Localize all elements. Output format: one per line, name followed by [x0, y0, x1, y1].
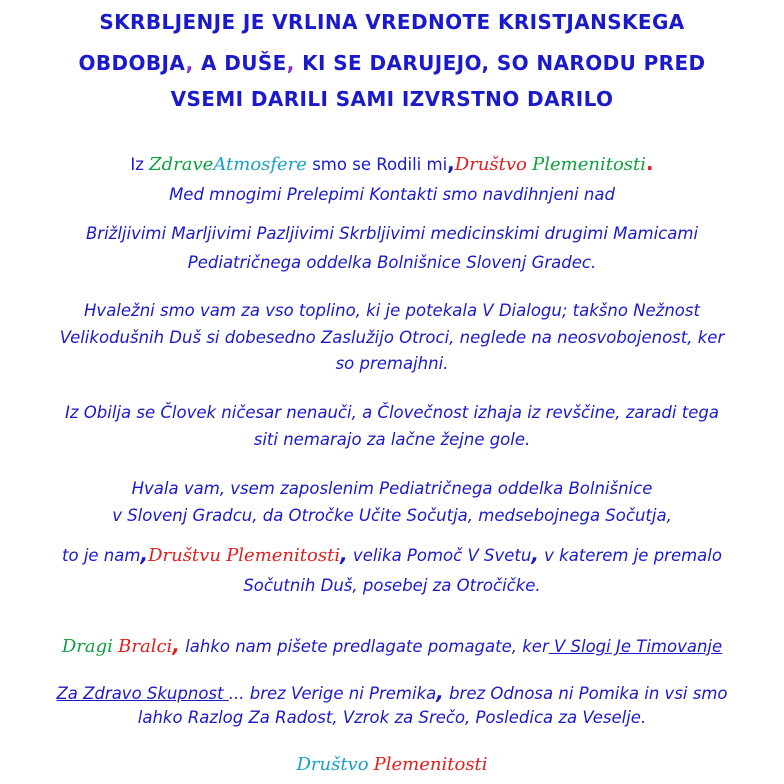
drustvu-word: Društvu — [148, 545, 221, 566]
p1-prefix: Iz — [130, 155, 150, 174]
p2-line-1: Brižljivimi Marljivimi Pazljivimi Skrbljivimi medicinskimi drugimi Mamicami — [85, 224, 699, 243]
title-text: KI SE DARUJEJO, SO NARODU PRED — [294, 51, 706, 75]
p4-line-1: Iz Obilja se Človek ničesar nenauči, a Človečnost izhaja iz revščine, zaradi tega — [65, 403, 719, 422]
p6-line-1 — [0, 633, 784, 657]
plemenitosti-word: Plemenitosti — [532, 154, 647, 175]
p1-comma: , — [447, 151, 455, 175]
drustvo-word: Društvo — [454, 154, 527, 175]
za-zdravo-skupnost-link[interactable]: Za Zdravo Skupnost — [56, 684, 229, 703]
v-slogi-je-timovanje-link[interactable]: V Slogi Je Timovanje — [548, 637, 723, 656]
p5-line-4: Sočutnih Duš, posebej za Otročičke. — [243, 576, 541, 595]
p6-text: brez Odnosa ni Pomika in vsi smo — [443, 684, 728, 703]
p1-dot: . — [646, 151, 654, 175]
p4-line-2: siti nemarajo za lačne žejne gole. — [253, 430, 531, 449]
p6-comma: , — [436, 680, 444, 704]
signature — [0, 754, 784, 775]
title-comma: , — [185, 51, 194, 75]
title-line-2 — [0, 51, 784, 75]
p5-text: velika Pomoč V Svetu — [347, 546, 532, 565]
p3-line-2: Velikodušnih Duš si dobesedno Zaslužijo Otroci, neglede na neosvobojenost, ker — [59, 328, 725, 347]
p5-text: v katerem je premalo — [538, 546, 722, 565]
p6-text: lahko nam pišete predlagate pomagate, ker — [179, 637, 549, 656]
p5-comma: , — [340, 542, 348, 566]
p2-line-2: Pediatričnega oddelka Bolnišnice Slovenj Gradec. — [187, 253, 597, 272]
title-text: OBDOBJA — [78, 51, 186, 75]
p3-line-3: so premajhni. — [335, 354, 449, 373]
p6-comma: , — [172, 633, 180, 657]
zdrave-word: Zdrave — [149, 154, 214, 175]
bralci-word: Bralci — [118, 636, 173, 657]
signature-plemenitosti: Plemenitosti — [373, 754, 488, 775]
p5-line-2: v Slovenj Gradcu, da Otročke Učite Sočutja, medsebojnega Sočutja, — [112, 506, 672, 525]
plemenitosti-word: Plemenitosti — [226, 545, 341, 566]
p6-text: ... brez Verige ni Premika — [228, 684, 437, 703]
p5-text: to je nam — [62, 546, 141, 565]
title-text: A DUŠE — [193, 51, 287, 75]
p5-line-1: Hvala vam, vsem zaposlenim Pediatričnega oddelka Bolnišnice — [131, 479, 653, 498]
atmosfere-word: Atmosfere — [213, 154, 307, 175]
p5-line-3 — [0, 542, 784, 566]
title-comma: , — [286, 51, 295, 75]
title-line-1: SKRBLJENJE JE VRLINA VREDNOTE KRISTJANSKEGA — [99, 10, 685, 34]
p3-line-1: Hvaležni smo vam za vso toplino, ki je potekala V Dialogu; takšno Nežnost — [84, 301, 700, 320]
dragi-word: Dragi — [61, 636, 113, 657]
p1-line-2: Med mnogimi Prelepimi Kontakti smo navdihnjeni nad — [169, 185, 615, 204]
p5-comma: , — [531, 542, 539, 566]
title-line-3: VSEMI DARILI SAMI IZVRSTNO DARILO — [170, 87, 614, 111]
p5-comma: , — [140, 542, 149, 566]
p1-middle: smo se Rodili mi — [306, 155, 448, 174]
signature-drustvo: Društvo — [296, 754, 369, 775]
p6-line-2 — [0, 680, 784, 704]
p1-line-1 — [0, 151, 784, 175]
p6-line-3: lahko Razlog Za Radost, Vzrok za Srečo, Posledica za Veselje. — [137, 708, 647, 727]
